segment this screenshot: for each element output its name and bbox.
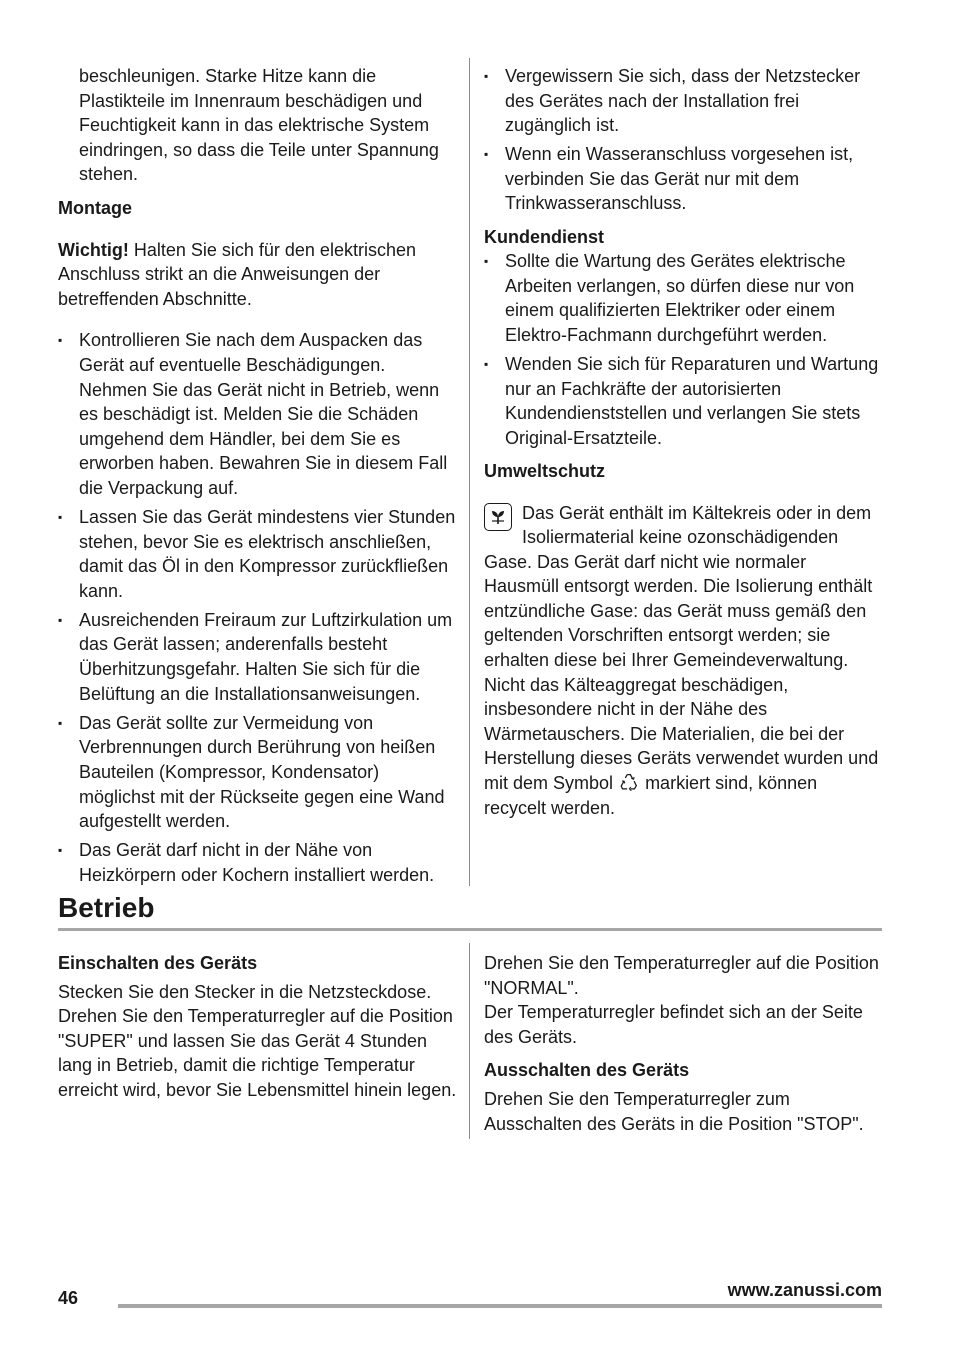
page-number: 46 bbox=[58, 1288, 79, 1308]
montage-heading: Montage bbox=[58, 197, 132, 218]
wichtig-label: Wichtig! bbox=[58, 239, 129, 260]
list-item: ▪ Das Gerät sollte zur Vermeidung von Verbrennungen durch Berührung von heißen Bauteilen (Kompressor, Kondensator) möglichst mit der Rückseite gegen eine Wand aufgestellt werden. bbox=[58, 711, 458, 834]
section-title: Betrieb bbox=[58, 892, 155, 923]
column-divider bbox=[469, 943, 470, 1139]
intro-paragraph: beschleunigen. Starke Hitze kann die Plastikteile im Innenraum beschädigen und Feuchtigkeit kann in das elektrische System eindringen, so dass die Teile unter Spannung stehen. bbox=[79, 66, 439, 185]
normal-position-text: Drehen Sie den Temperaturregler auf die Position "NORMAL". bbox=[484, 953, 879, 998]
list-item: ▪ Sollte die Wartung des Gerätes elektrische Arbeiten verlangen, so dürfen diese nur von einem qualifizierten Elektriker oder einem Elektro-Fachmann durchgeführt werden. bbox=[484, 249, 884, 347]
left-column-bottom bbox=[58, 951, 458, 1103]
einschalten-heading: Einschalten des Geräts bbox=[58, 953, 258, 973]
umweltschutz-text: Das Gerät enthält im Kältekreis oder in dem Isoliermaterial keine ozonschädigenden Gase. Das Gerät darf nicht wie normaler Hausmüll entsorgt werden. Die Isolierung enthält entzündliche Gase: das Gerät muss gemäß den geltenden Vorschriften entsorgt werden; sie erhalten diese bei Ihrer Gemeindeverwaltung. Nicht das Kälteaggregat beschädigen, insbesondere nicht in der Nähe des Wärmetauschers. Die Materialien, die bei der Herstellung dieses Geräts verwendet wurden und mit dem Symbol bbox=[484, 502, 879, 794]
left-column-top bbox=[58, 64, 458, 892]
right-column-bottom bbox=[484, 951, 884, 1136]
list-item: ▪ Wenn ein Wasseranschluss vorgesehen ist, verbinden Sie das Gerät nur mit dem Trinkwasseranschluss. bbox=[484, 142, 884, 216]
title-divider bbox=[58, 928, 882, 931]
recycle-icon bbox=[618, 771, 640, 793]
footer-divider bbox=[118, 1304, 882, 1308]
einschalten-text: Stecken Sie den Stecker in die Netzsteckdose. Drehen Sie den Temperaturregler auf die Position "SUPER" und lassen Sie das Gerät 4 Stunden lang in Betrieb, damit die richtige Temperatur erreicht wird, bevor Sie Lebensmittel hinein legen. bbox=[58, 981, 457, 1100]
environment-icon bbox=[484, 503, 512, 531]
kundendienst-heading: Kundendienst bbox=[484, 226, 604, 247]
umweltschutz-heading: Umweltschutz bbox=[484, 460, 606, 481]
list-item: ▪ Vergewissern Sie sich, dass der Netzstecker des Gerätes nach der Installation frei zugänglich ist. bbox=[484, 64, 884, 138]
regler-location-text: Der Temperaturregler befindet sich an der Seite des Geräts. bbox=[484, 1002, 863, 1047]
list-item: ▪ Kontrollieren Sie nach dem Auspacken das Gerät auf eventuelle Beschädigungen. Nehmen Sie das Gerät nicht in Betrieb, wenn es beschädigt ist. Melden Sie die Schäden umgehend dem Händler, bei dem Sie es erworben haben. Bewahren Sie in diesem Fall die Verpackung auf. bbox=[58, 328, 458, 500]
montage-list bbox=[58, 328, 458, 887]
installation-list bbox=[484, 64, 884, 216]
right-column-top bbox=[484, 64, 884, 820]
kundendienst-list bbox=[484, 249, 884, 450]
list-item: ▪ Ausreichenden Freiraum zur Luftzirkulation um das Gerät lassen; anderenfalls besteht Überhitzungsgefahr. Halten Sie sich für die Belüftung an die Installationsanweisungen. bbox=[58, 608, 458, 706]
list-item: ▪ Lassen Sie das Gerät mindestens vier Stunden stehen, bevor Sie es elektrisch anschließen, damit das Öl in den Kompressor zurückfließen kann. bbox=[58, 505, 458, 603]
column-divider bbox=[469, 58, 470, 886]
wichtig-text: Halten Sie sich für den elektrischen Anschluss strikt an die Anweisungen der betreffenden Abschnitte. bbox=[58, 239, 416, 309]
website-url: www.zanussi.com bbox=[727, 1280, 882, 1300]
umweltschutz-paragraph bbox=[484, 501, 884, 821]
ausschalten-text: Drehen Sie den Temperaturregler zum Ausschalten des Geräts in die Position "STOP". bbox=[484, 1088, 864, 1134]
list-item: ▪ Wenden Sie sich für Reparaturen und Wartung nur an Fachkräfte der autorisierten Kundendienststellen und verlangen Sie stets Original-Ersatzteile. bbox=[484, 352, 884, 450]
umweltschutz-text-end: markiert sind, können recycelt werden. bbox=[484, 773, 818, 818]
list-item: ▪ Das Gerät darf nicht in der Nähe von Heizkörpern oder Kochern installiert werden. bbox=[58, 838, 458, 887]
ausschalten-heading: Ausschalten des Geräts bbox=[484, 1060, 690, 1081]
wichtig-paragraph bbox=[58, 238, 458, 312]
